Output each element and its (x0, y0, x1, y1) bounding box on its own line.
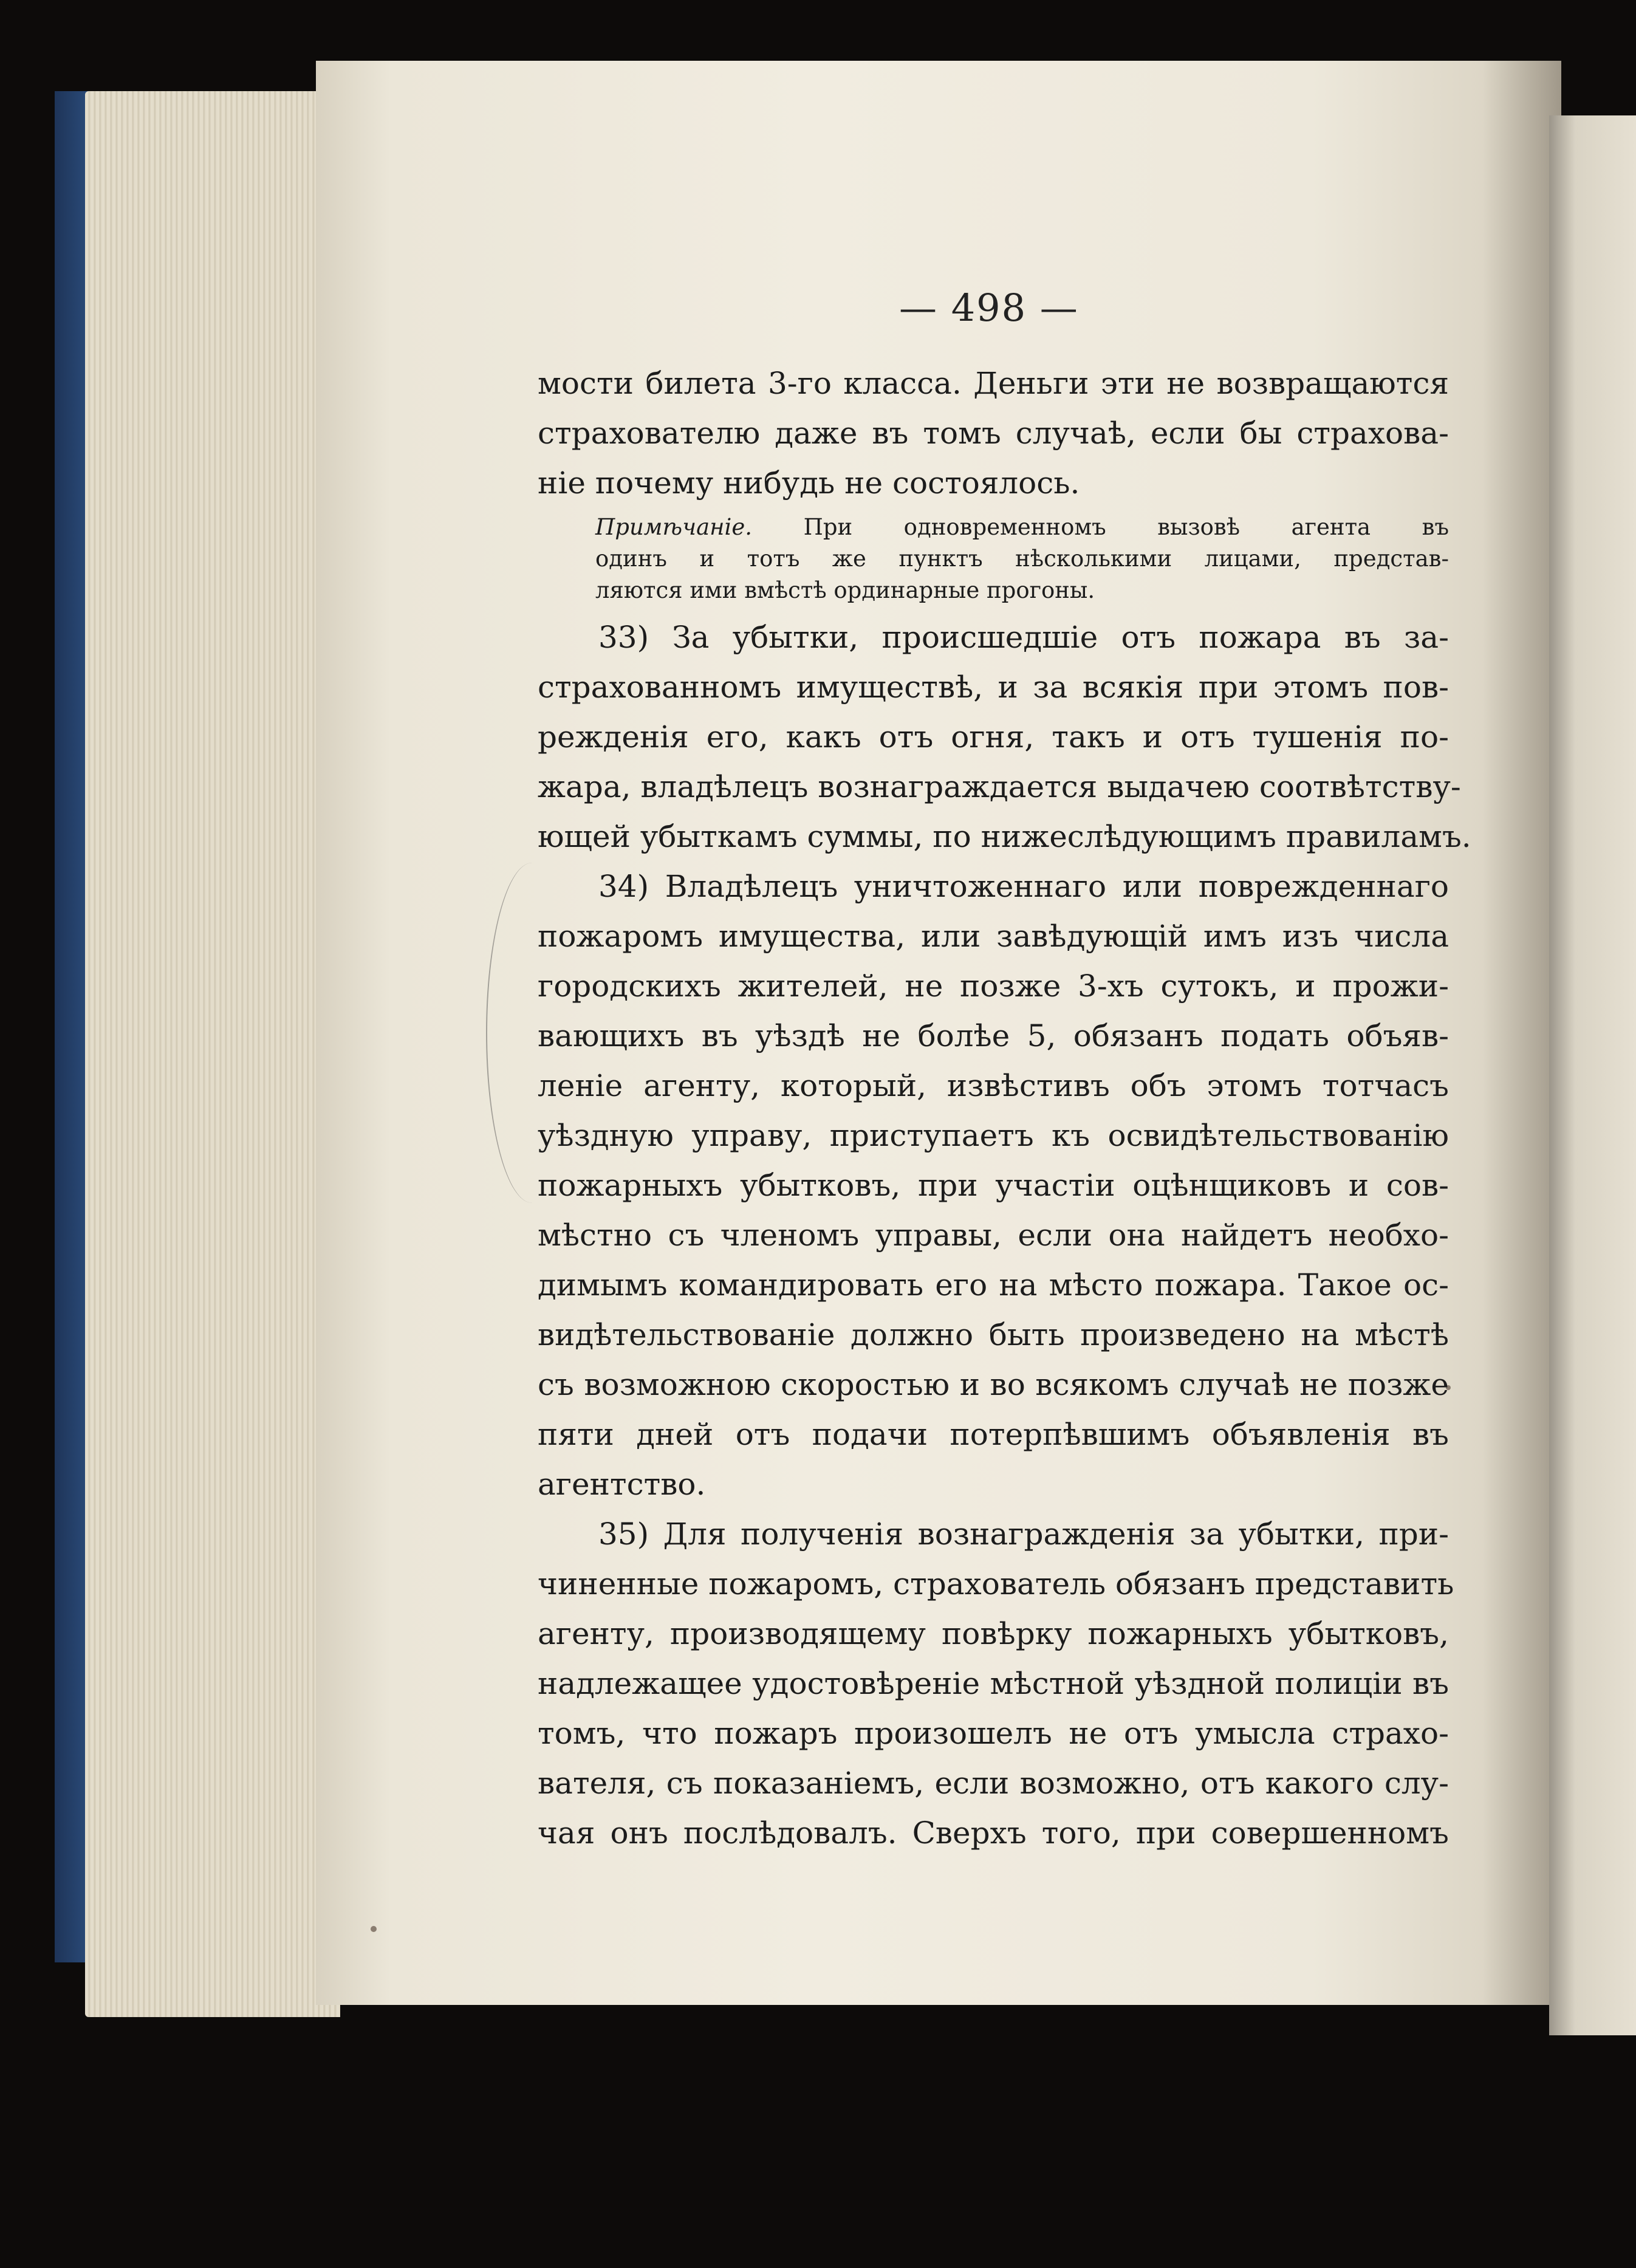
paragraph-35 (538, 1509, 1454, 1858)
page-text (538, 358, 1471, 1858)
page-number: — 498 — (899, 286, 1079, 330)
paragraph-33 (538, 612, 1471, 862)
note-line: ляются ими вмѣстѣ ординарные прогоны. (595, 577, 1095, 603)
text-line: пожарныхъ убытковъ, при участiи оцѣнщиковъ и сов- (538, 1168, 1449, 1203)
text-line: видѣтельствованiе должно быть произведено на мѣстѣ (538, 1317, 1449, 1352)
note-line: одинъ и тотъ же пунктъ нѣсколькими лицами, представ- (595, 546, 1449, 572)
text-line: страхователю даже въ томъ случаѣ, если бы страхова- (538, 416, 1449, 451)
note-line (595, 512, 1449, 543)
text-line: съ возможною скоростью и во всякомъ случаѣ не позже (538, 1367, 1449, 1402)
text-line: пожаромъ имущества, или завѣдующiй имъ изъ числа (538, 919, 1449, 954)
text-line: 35) Для полученiя вознагражденiя за убытки, при- (598, 1516, 1449, 1552)
paragraph-continuation (538, 358, 1449, 508)
note-text: При одновременномъ вызовѣ агента въ (803, 514, 1449, 540)
text-line: агенту, производящему повѣрку пожарныхъ убытковъ, (538, 1616, 1449, 1651)
text-line: городскихъ жителей, не позже 3-хъ сутокъ, и прожи- (538, 968, 1449, 1004)
text-line: страхованномъ имуществѣ, и за всякiя при этомъ пов- (538, 670, 1449, 705)
page-stack-edge (85, 91, 340, 2017)
text-line: томъ, что пожаръ произошелъ не отъ умысла страхо- (538, 1716, 1449, 1751)
text-line: режденiя его, какъ отъ огня, такъ и отъ тушенiя по- (538, 719, 1449, 755)
paragraph-34 (538, 862, 1449, 1509)
text-line: жара, владѣлецъ вознаграждается выдачею соотвѣтству- (538, 769, 1461, 804)
text-line: ленiе агенту, который, извѣстивъ объ этомъ тотчасъ (538, 1068, 1449, 1103)
paper-speck (371, 1926, 377, 1932)
text-line: уѣздную управу, приступаетъ къ освидѣтельствованiю (538, 1118, 1449, 1153)
text-line: чая онъ послѣдовалъ. Сверхъ того, при совершенномъ (538, 1815, 1449, 1851)
text-line: вающихъ въ уѣздѣ не болѣе 5, обязанъ подать объяв- (538, 1018, 1449, 1053)
text-line: димымъ командировать его на мѣсто пожара. Такое ос- (538, 1267, 1449, 1303)
text-line: мѣстно съ членомъ управы, если она найдетъ необхо- (538, 1218, 1449, 1253)
text-line: 34) Владѣлецъ уничтоженнаго или поврежденнаго (598, 869, 1449, 904)
text-line: чиненные пожаромъ, страхователь обязанъ представить (538, 1566, 1454, 1602)
text-line: агентство. (538, 1467, 706, 1502)
footnote (538, 512, 1449, 606)
facing-page-edge (1549, 115, 1636, 2035)
text-line: надлежащее удостовѣренiе мѣстной уѣздной полицiи въ (538, 1666, 1449, 1701)
text-line: вателя, съ показанiемъ, если возможно, отъ какого слу- (538, 1766, 1449, 1801)
text-line: нiе почему нибудь не состоялось. (538, 465, 1080, 501)
text-line: пяти дней отъ подачи потерпѣвшимъ объявленiя въ (538, 1417, 1449, 1452)
text-line: 33) За убытки, происшедшiе отъ пожара въ за- (598, 620, 1449, 655)
note-title: Примѣчанiе. (595, 514, 753, 540)
text-line: мости билета 3-го класса. Деньги эти не возвращаются (538, 366, 1449, 401)
text-line: ющей убыткамъ суммы, по нижеслѣдующимъ правиламъ. (538, 819, 1471, 854)
